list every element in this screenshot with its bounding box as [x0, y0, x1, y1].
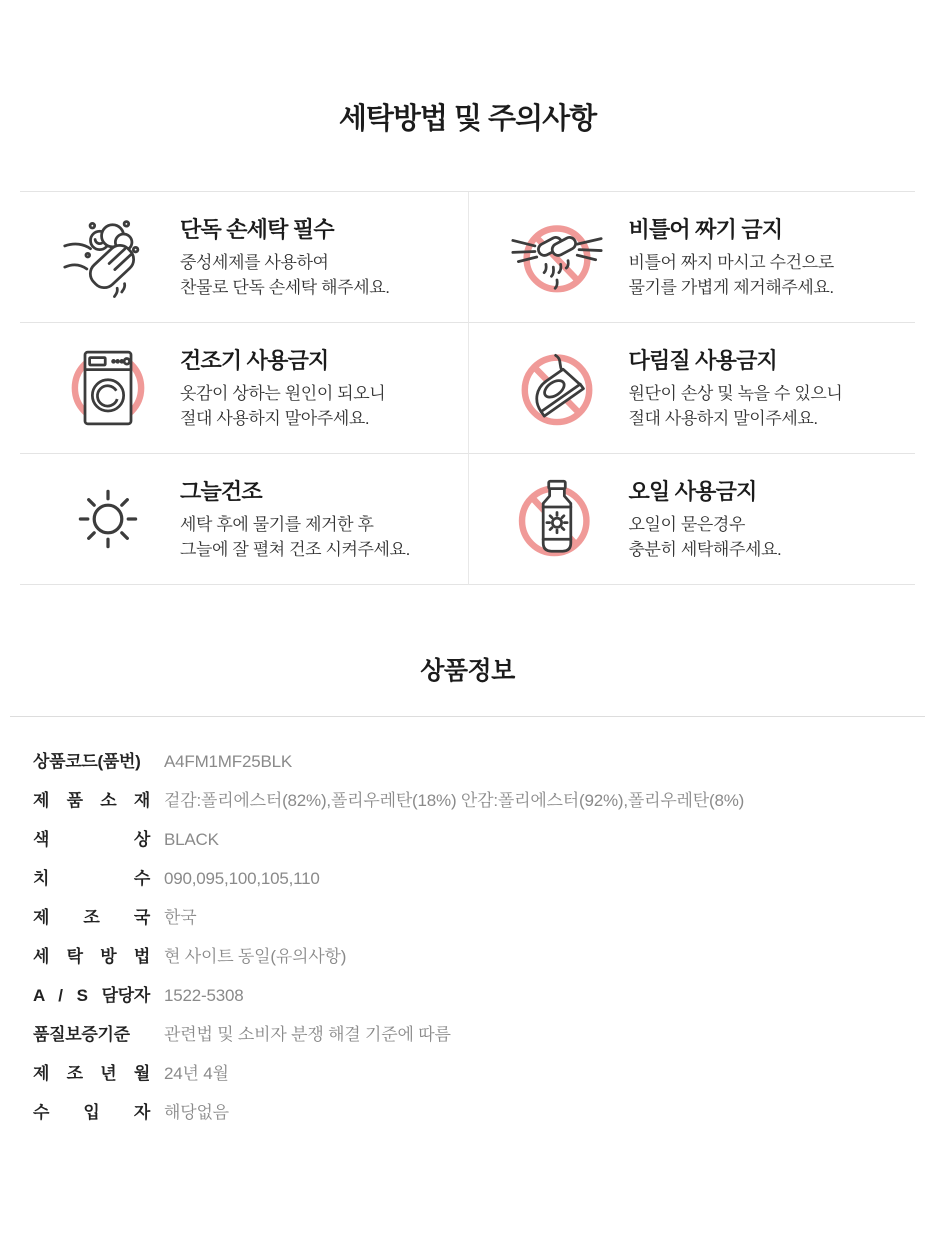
- care-desc-line2: 그늘에 잘 펼쳐 건조 시켜주세요.: [180, 540, 410, 559]
- info-value: A4FM1MF25BLK: [164, 752, 292, 771]
- care-item-text: [629, 475, 782, 562]
- care-item-hand-wash: [20, 192, 468, 323]
- care-item-desc: [629, 382, 843, 431]
- info-row-material: [33, 790, 935, 811]
- info-row-as-contact: [33, 985, 935, 1006]
- care-section-title: 세탁방법 및 주의사항: [338, 103, 597, 135]
- info-label: 상품코드(품번): [33, 752, 141, 771]
- info-label: 색 상: [33, 830, 150, 849]
- care-item-title: 다림질 사용금지: [628, 348, 777, 374]
- info-value: 24년 4월: [164, 1064, 229, 1083]
- care-item-text: [180, 475, 410, 562]
- info-value: 현 사이트 동일(유의사항): [164, 947, 347, 966]
- info-label: 세 탁 방 법: [33, 947, 150, 966]
- care-item-text: [629, 213, 834, 300]
- no-iron-icon: [511, 342, 603, 434]
- care-item-shade-dry: [20, 454, 468, 585]
- info-label: A / S 담당자: [33, 986, 150, 1005]
- info-value: 해당없음: [164, 1103, 229, 1122]
- shade-dry-icon: [62, 473, 154, 565]
- care-item-no-oil: [468, 454, 916, 585]
- info-row-importer: [33, 1102, 935, 1123]
- care-item-title: 단독 손세탁 필수: [180, 217, 334, 243]
- no-dryer-icon: [62, 342, 154, 434]
- info-row-country: [33, 907, 935, 928]
- product-info-table: [33, 751, 935, 1173]
- no-oil-icon: [511, 473, 603, 565]
- info-label: 품질보증기준: [33, 1025, 130, 1044]
- care-item-desc: [629, 251, 834, 300]
- info-value: 090,095,100,105,110: [164, 869, 320, 888]
- care-desc-line2: 찬물로 단독 손세탁 해주세요.: [180, 278, 390, 297]
- care-desc-line2: 절대 사용하지 말이주세요.: [628, 409, 818, 428]
- care-item-desc: [180, 382, 385, 431]
- care-item-no-dryer: [20, 323, 468, 454]
- care-item-title: 비틀어 짜기 금지: [628, 217, 783, 243]
- info-value: 1522-5308: [164, 986, 244, 1005]
- care-desc-line2: 절대 사용하지 말아주세요.: [180, 409, 370, 428]
- care-grid: [20, 191, 915, 585]
- info-row-manufacture-date: [33, 1063, 935, 1084]
- care-item-no-wring: [468, 192, 916, 323]
- care-item-text: [180, 213, 390, 300]
- info-value: BLACK: [164, 830, 219, 849]
- info-row-color: [33, 829, 935, 850]
- care-item-desc: [180, 513, 410, 562]
- care-item-no-iron: [468, 323, 916, 454]
- info-label: 제 조 년 월: [33, 1064, 150, 1083]
- care-desc-line1: 원단이 손상 및 녹을 수 있으니: [628, 384, 843, 404]
- care-item-title: 그늘건조: [180, 479, 262, 505]
- care-desc-line1: 중성세제를 사용하여: [180, 253, 329, 273]
- care-item-title: 건조기 사용금지: [180, 348, 329, 374]
- info-value: 겉감:폴리에스터(82%),폴리우레탄(18%) 안감:폴리에스터(92%),폴리우레탄(8%): [164, 791, 745, 810]
- info-value: 관련법 및 소비자 분쟁 해결 기준에 따름: [164, 1025, 451, 1044]
- info-value: 한국: [164, 908, 197, 927]
- info-label: 제 조 국: [33, 908, 150, 927]
- care-item-text: [180, 344, 385, 431]
- section-divider: [10, 716, 925, 717]
- info-label: 수 입 자: [33, 1103, 150, 1122]
- product-detail-page: [0, 96, 935, 1238]
- care-desc-line1: 세탁 후에 물기를 제거한 후: [180, 515, 374, 535]
- care-desc-line1: 비틀어 짜지 마시고 수건으로: [628, 253, 834, 273]
- care-desc-line1: 오일이 묻은경우: [628, 515, 745, 535]
- hand-wash-icon: [62, 211, 154, 303]
- care-item-desc: [180, 251, 390, 300]
- info-label: 제 품 소 재: [33, 791, 150, 810]
- no-wring-icon: [511, 211, 603, 303]
- care-desc-line2: 충분히 세탁해주세요.: [628, 540, 782, 559]
- info-label: 치 수: [33, 869, 150, 888]
- care-item-title: 오일 사용금지: [628, 479, 757, 505]
- info-row-size: [33, 868, 935, 889]
- care-item-text: [629, 344, 843, 431]
- info-section-title: 상품정보: [420, 657, 515, 685]
- care-desc-line2: 물기를 가볍게 제거해주세요.: [628, 278, 834, 297]
- info-row-washing: [33, 946, 935, 967]
- info-row-warranty: [33, 1024, 935, 1045]
- info-row-product-code: [33, 751, 935, 772]
- care-desc-line1: 옷감이 상하는 원인이 되오니: [180, 384, 386, 404]
- care-item-desc: [629, 513, 782, 562]
